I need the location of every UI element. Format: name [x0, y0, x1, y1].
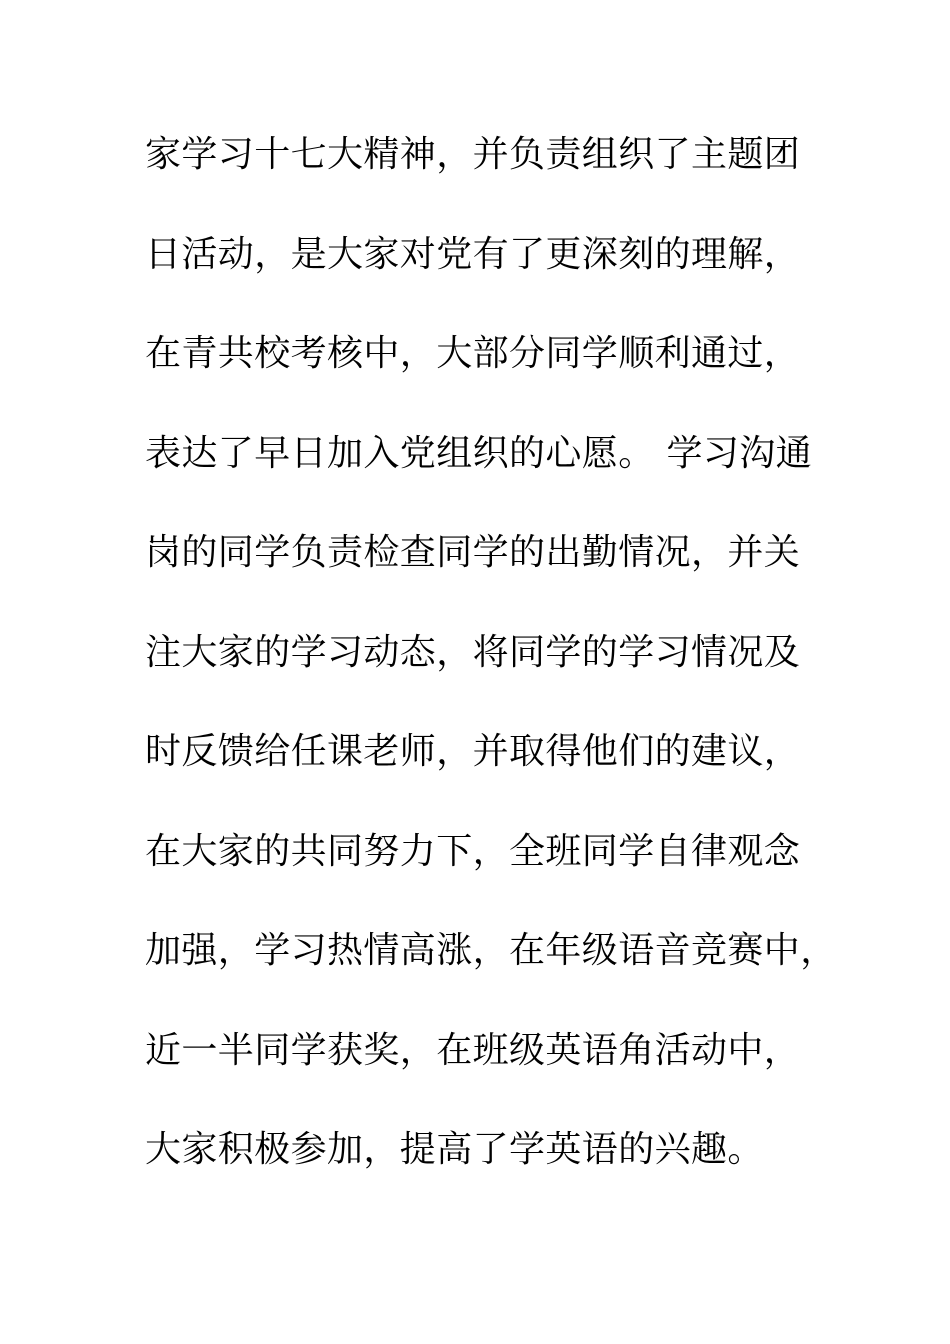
body-text	[145, 128, 837, 1223]
text-line-7: 时反馈给任课老师，并取得他们的建议，	[145, 731, 801, 772]
text-line-9: 加强，学习热情高涨，在年级语音竞赛中，	[145, 930, 837, 971]
text-line-10: 近一半同学获奖，在班级英语角活动中，	[145, 1029, 801, 1071]
text-line-2: 日活动，是大家对党有了更深刻的理解，	[145, 233, 801, 275]
text-line-6: 注大家的学习动态，将同学的学习情况及	[145, 631, 801, 673]
text-line-11: 大家积极参加，提高了学英语的兴趣。	[145, 1129, 764, 1170]
text-line-8: 在大家的共同努力下，全班同学自律观念	[145, 830, 801, 872]
text-line-1: 家学习十七大精神，并负责组织了主题团	[145, 134, 801, 175]
text-line-5: 岗的同学负责检查同学的出勤情况，并关	[145, 532, 801, 573]
text-line-3: 在青共校考核中，大部分同学顺利通过，	[145, 333, 801, 374]
text-line-4: 表达了早日加入党组织的心愿。 学习沟通	[145, 432, 813, 474]
